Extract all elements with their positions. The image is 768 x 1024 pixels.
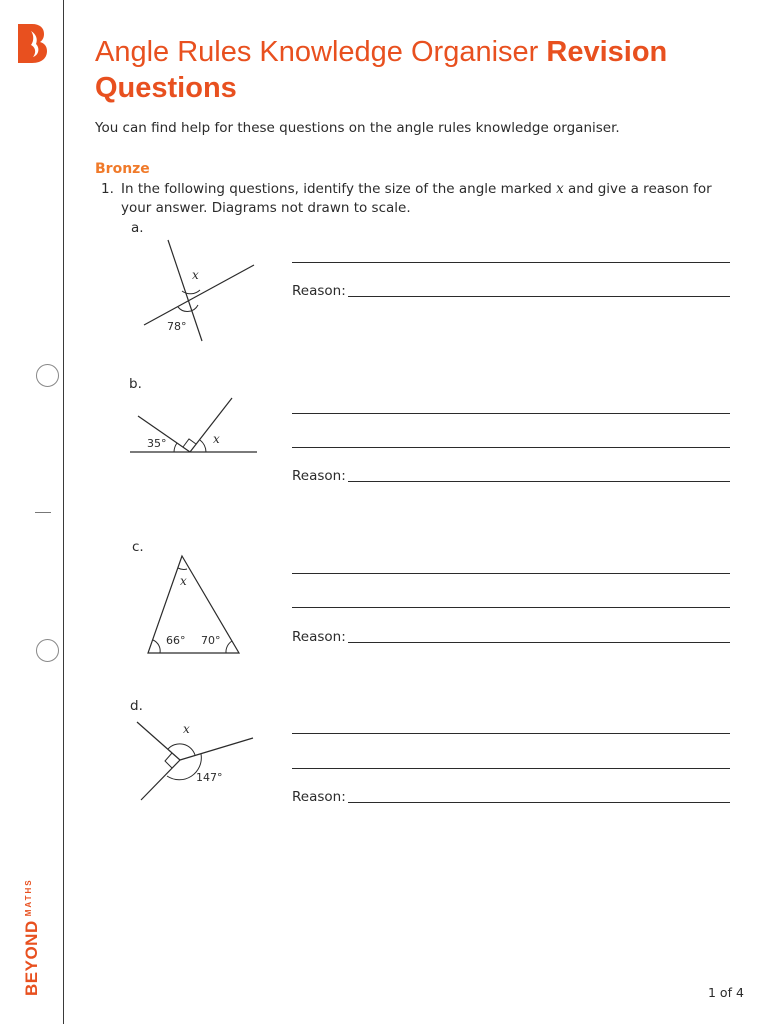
margin-line bbox=[63, 0, 64, 1024]
reason-line[interactable] bbox=[348, 642, 730, 643]
diagram-a bbox=[130, 230, 270, 350]
diagram-d bbox=[135, 718, 260, 808]
answer-line[interactable] bbox=[292, 733, 730, 734]
reason-line[interactable] bbox=[348, 481, 730, 482]
diagram-c bbox=[144, 552, 244, 658]
intro-text: You can find help for these questions on the angle rules knowledge organiser. bbox=[95, 120, 620, 136]
question-number: 1. bbox=[101, 181, 114, 197]
unknown-x-label: x bbox=[192, 268, 199, 282]
angle-147-label: 147° bbox=[196, 771, 223, 784]
brand-sub: MATHS bbox=[24, 878, 33, 917]
reason-label: Reason: bbox=[292, 283, 346, 299]
punch-hole bbox=[36, 364, 59, 387]
reason-label: Reason: bbox=[292, 789, 346, 805]
part-b-label: b. bbox=[129, 376, 142, 392]
question-text: In the following questions, identify the size of the angle marked x and give a reason for your answer. Diagrams not drawn to scale. bbox=[121, 181, 712, 216]
reason-label: Reason: bbox=[292, 629, 346, 645]
brand-wordmark bbox=[22, 878, 42, 996]
part-d-label: d. bbox=[130, 698, 143, 714]
page-title: Angle Rules Knowledge Organiser Revision Questions bbox=[95, 36, 668, 104]
unknown-x-label: x bbox=[180, 574, 187, 588]
brand-name: BEYOND bbox=[22, 920, 41, 996]
beyond-logo-icon bbox=[14, 22, 50, 66]
angle-66-label: 66° bbox=[166, 634, 186, 647]
punch-hole bbox=[36, 639, 59, 662]
angle-70-label: 70° bbox=[201, 634, 221, 647]
angle-78-label: 78° bbox=[167, 320, 187, 333]
reason-label: Reason: bbox=[292, 468, 346, 484]
answer-line[interactable] bbox=[292, 413, 730, 414]
part-a-label: a. bbox=[131, 220, 144, 236]
diagram-b bbox=[128, 394, 263, 458]
answer-line[interactable] bbox=[292, 607, 730, 608]
angle-35-label: 35° bbox=[147, 437, 167, 450]
page-number: 1 of 4 bbox=[708, 985, 744, 1000]
fold-mark bbox=[35, 512, 51, 513]
level-heading: Bronze bbox=[95, 161, 150, 177]
reason-line[interactable] bbox=[348, 296, 730, 297]
answer-line[interactable] bbox=[292, 573, 730, 574]
reason-line[interactable] bbox=[348, 802, 730, 803]
unknown-x-label: x bbox=[213, 432, 220, 446]
part-c-label: c. bbox=[132, 539, 144, 555]
unknown-x-label: x bbox=[183, 722, 190, 736]
answer-line[interactable] bbox=[292, 447, 730, 448]
answer-line[interactable] bbox=[292, 768, 730, 769]
answer-line[interactable] bbox=[292, 262, 730, 263]
